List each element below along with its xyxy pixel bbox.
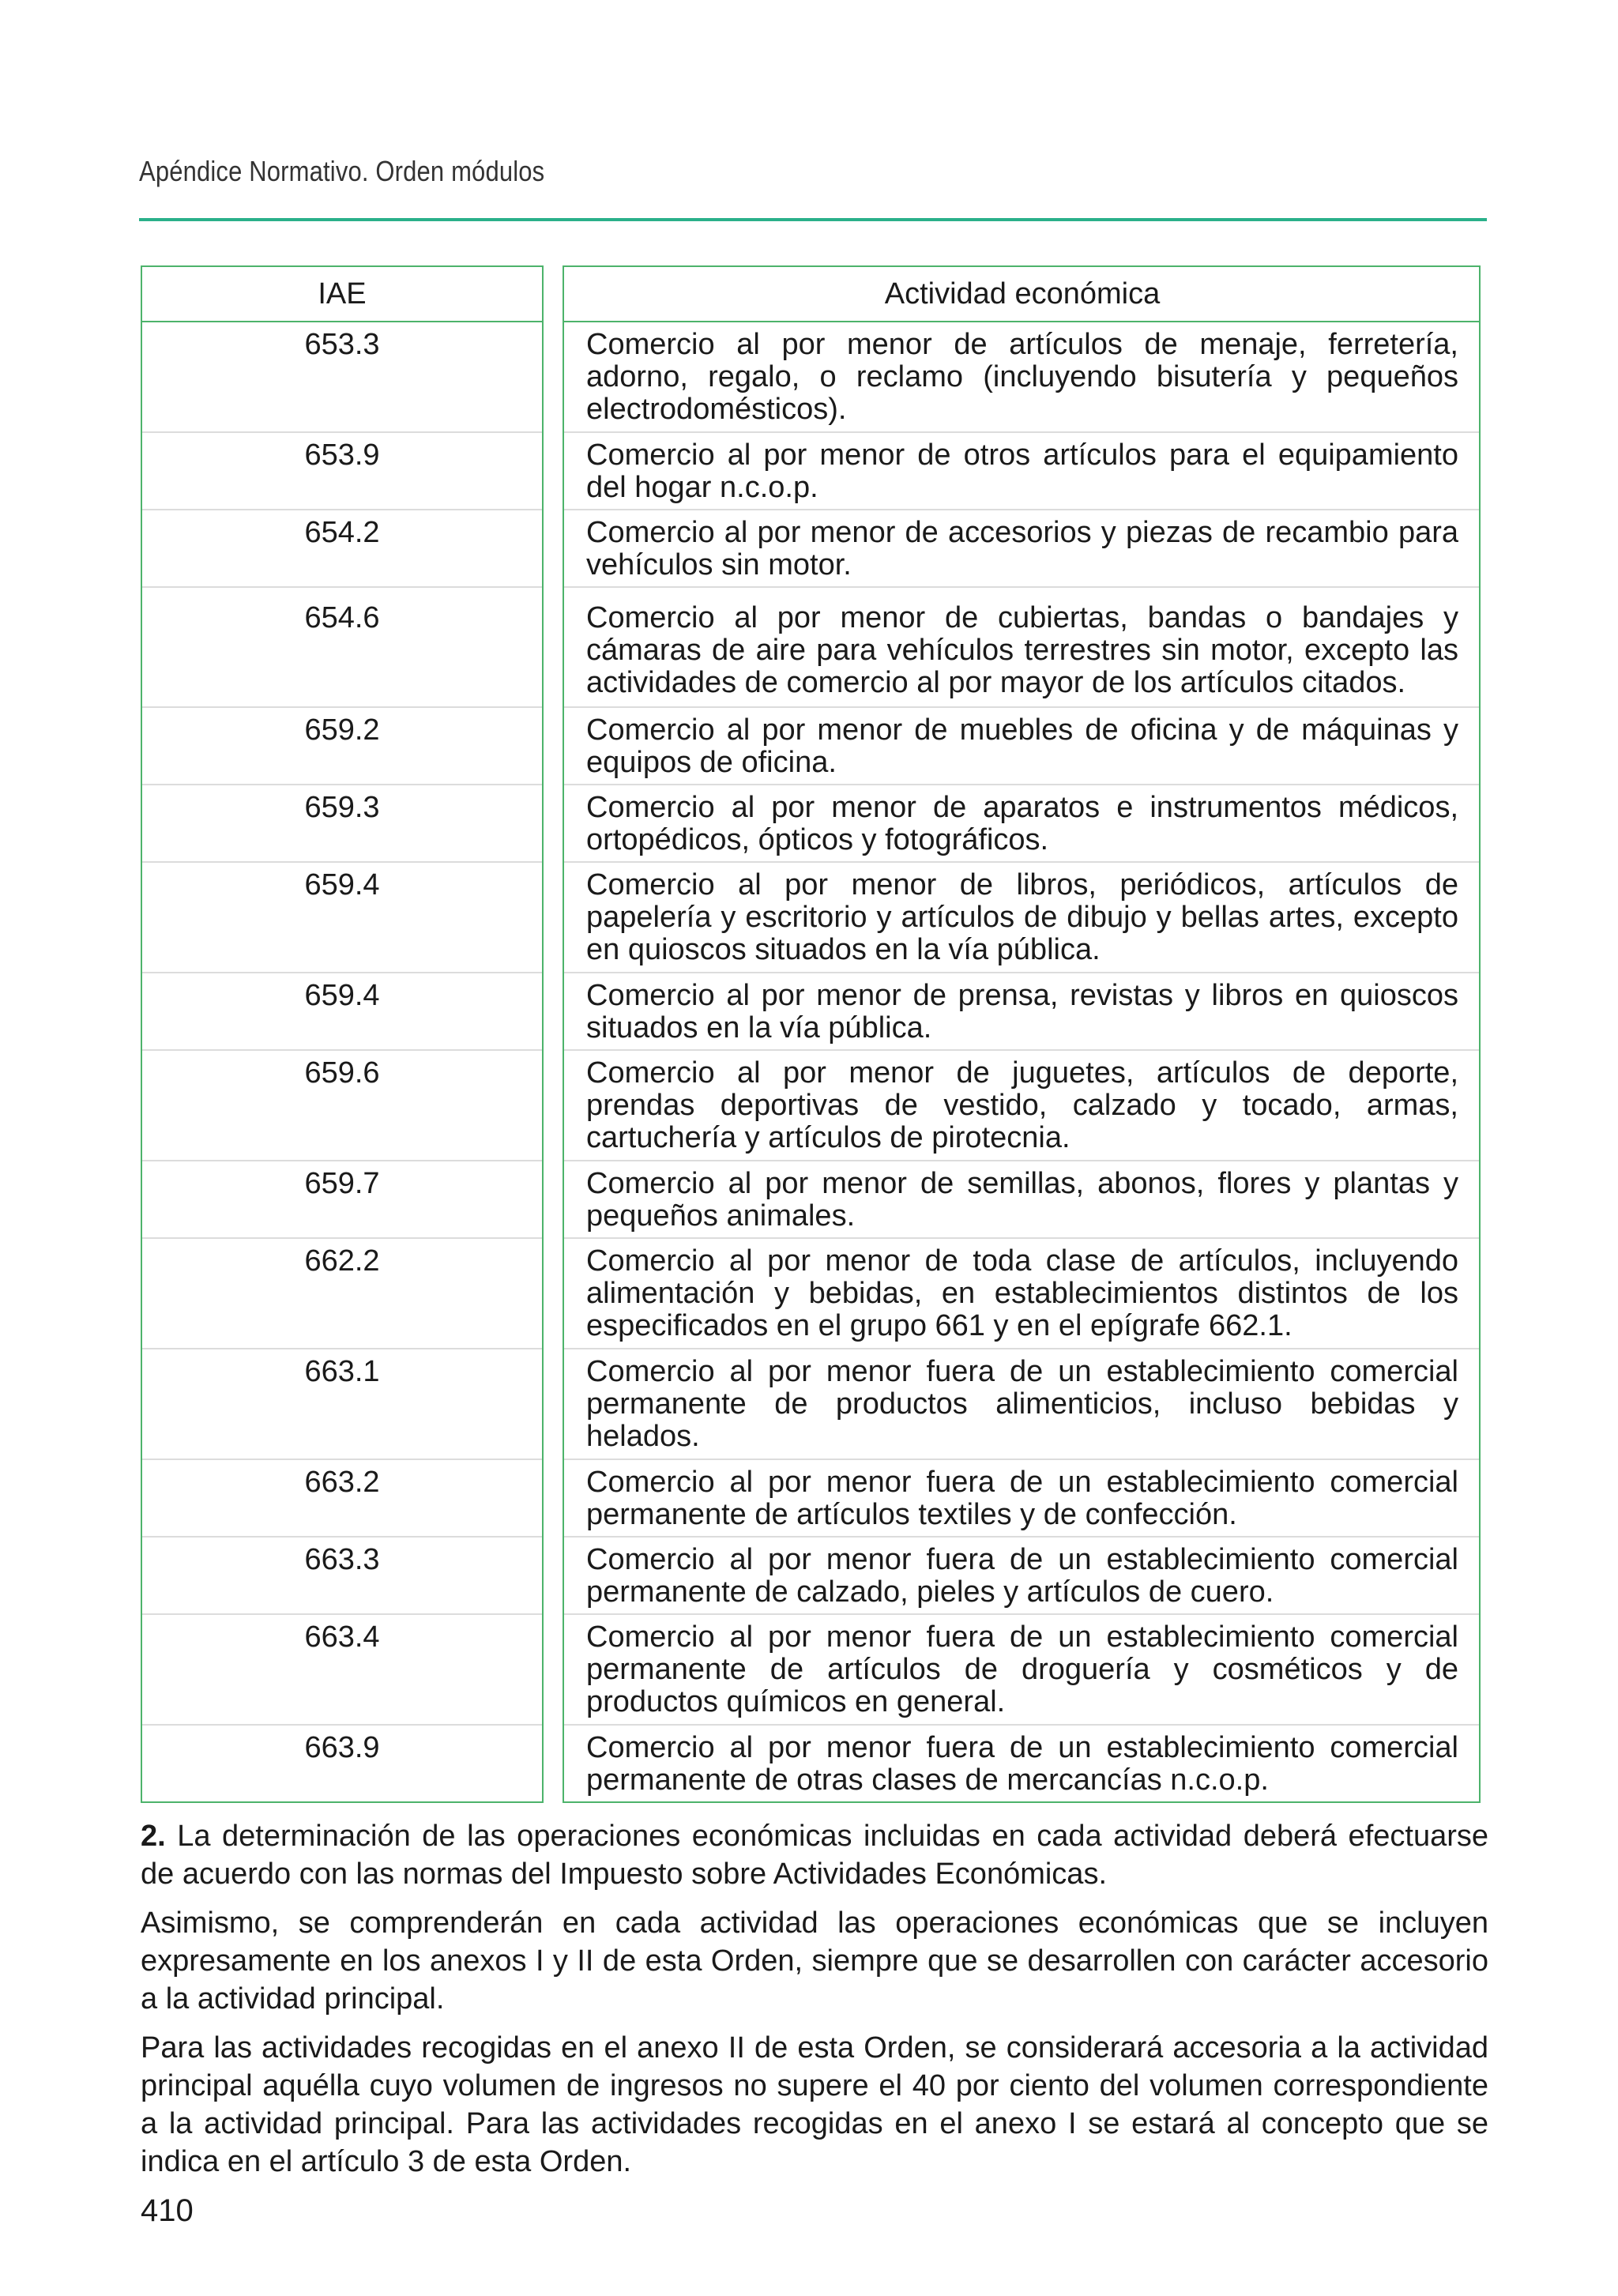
table-row [564, 588, 1479, 708]
table-row [564, 1161, 1479, 1239]
activity-description: Comercio al por menor de toda clase de artículos, incluyendo alimentación y bebidas, en establecimientos distintos de los especificados en el grupo 661 y en el epígrafe 662.1. [586, 1244, 1458, 1342]
table-row [564, 1726, 1479, 1801]
iae-column-table [141, 265, 544, 1803]
table-row [142, 1538, 542, 1615]
table-row [142, 863, 542, 973]
activity-description: Comercio al por menor fuera de un establecimiento comercial permanente de artículos de droguería y cosméticos y de productos químicos en general. [586, 1620, 1458, 1718]
table-row [142, 322, 542, 433]
table-row [564, 322, 1479, 433]
table-row [142, 1051, 542, 1161]
table-row [142, 708, 542, 785]
table-row [564, 1349, 1479, 1460]
table-row [142, 510, 542, 588]
activity-header: Actividad económica [884, 277, 1161, 311]
activity-description: Comercio al por menor de libros, periódicos, artículos de papelería y escritorio y artículos de dibujo y bellas artes, excepto en quioscos situados en la vía pública. [586, 868, 1458, 966]
table-row [142, 1161, 542, 1239]
table-row [564, 1051, 1479, 1161]
iae-code: 663.9 [304, 1731, 380, 1764]
table-row [142, 785, 542, 863]
table-row [142, 1349, 542, 1460]
iae-code: 663.2 [304, 1466, 380, 1499]
paragraph-accessory-threshold: Para las actividades recogidas en el anexo II de esta Orden, se considerará accesoria a la actividad principal aquélla cuyo volumen de ingresos no supere el 40 por ciento del volumen correspondiente a la actividad principal. Para las actividades recogidas en el anexo I se estará al concepto que se indica en el artículo 3 de esta Orden. [141, 2031, 1488, 2178]
running-header: Apéndice Normativo. Orden módulos [139, 155, 545, 187]
paragraph-number: 2. [141, 1820, 166, 1853]
iae-code: 659.4 [304, 868, 380, 901]
iae-header: IAE [318, 277, 367, 311]
page-number: 410 [141, 2193, 194, 2228]
activity-description: Comercio al por menor de prensa, revistas y libros en quioscos situados en la vía pública. [586, 979, 1458, 1044]
activity-description: Comercio al por menor de artículos de menaje, ferretería, adorno, regalo, o reclamo (incluyendo bisutería y pequeños electrodomésticos). [586, 328, 1458, 426]
activity-description: Comercio al por menor de semillas, abonos, flores y plantas y pequeños animales. [586, 1167, 1458, 1233]
activity-description: Comercio al por menor de juguetes, artículos de deporte, prendas deportivas de vestido, calzado y tocado, armas, cartuchería y artículos de pirotecnia. [586, 1056, 1458, 1154]
paragraph-2 [141, 1817, 1488, 1893]
table-row [564, 785, 1479, 863]
table-row [564, 1460, 1479, 1538]
iae-code: 659.7 [304, 1167, 380, 1200]
paragraph-accessory-operations: Asimismo, se comprenderán en cada actividad las operaciones económicas que se incluyen expresamente en los anexos I y II de esta Orden, siempre que se desarrollen con carácter accesorio a la actividad principal. [141, 1906, 1488, 2016]
activity-description: Comercio al por menor de accesorios y piezas de recambio para vehículos sin motor. [586, 516, 1458, 582]
iae-code: 663.1 [304, 1355, 380, 1388]
header-rule [139, 218, 1487, 221]
table-row [142, 1239, 542, 1349]
iae-code: 659.4 [304, 979, 380, 1012]
table-row [564, 510, 1479, 588]
activity-description: Comercio al por menor fuera de un establecimiento comercial permanente de artículos textiles y de confección. [586, 1466, 1458, 1531]
activity-description: Comercio al por menor de aparatos e instrumentos médicos, ortopédicos, ópticos y fotográficos. [586, 791, 1458, 856]
table-row [564, 973, 1479, 1051]
table-row [564, 708, 1479, 785]
iae-code: 659.6 [304, 1056, 380, 1090]
table-row [142, 973, 542, 1051]
activity-description: Comercio al por menor de cubiertas, bandas o bandajes y cámaras de aire para vehículos terrestres sin motor, excepto las actividades de comercio al por mayor de los artículos citados. [586, 601, 1458, 699]
iae-code: 663.3 [304, 1543, 380, 1576]
iae-code: 654.2 [304, 516, 380, 549]
activity-description: Comercio al por menor fuera de un establecimiento comercial permanente de calzado, pieles y artículos de cuero. [586, 1543, 1458, 1609]
table-row [142, 1726, 542, 1801]
activity-column-table [563, 265, 1481, 1803]
iae-code: 653.3 [304, 328, 380, 361]
table-row [142, 1615, 542, 1726]
table-row [142, 588, 542, 708]
table-row [142, 433, 542, 510]
table-row [564, 1538, 1479, 1615]
iae-header-cell [142, 267, 542, 322]
iae-code: 653.9 [304, 438, 380, 472]
iae-code: 659.2 [304, 713, 380, 747]
iae-code: 662.2 [304, 1244, 380, 1278]
table-row [564, 1239, 1479, 1349]
table-row [142, 1460, 542, 1538]
iae-code: 654.6 [304, 601, 380, 634]
activity-description: Comercio al por menor fuera de un establecimiento comercial permanente de productos alimenticios, incluso bebidas y helados. [586, 1355, 1458, 1453]
table-row [564, 433, 1479, 510]
activity-description: Comercio al por menor de muebles de oficina y de máquinas y equipos de oficina. [586, 713, 1458, 779]
table-row [564, 863, 1479, 973]
iae-code: 663.4 [304, 1620, 380, 1654]
iae-code: 659.3 [304, 791, 380, 824]
activity-description: Comercio al por menor de otros artículos para el equipamiento del hogar n.c.o.p. [586, 438, 1458, 504]
table-row [564, 1615, 1479, 1726]
activity-header-cell [564, 267, 1479, 322]
activity-description: Comercio al por menor fuera de un establecimiento comercial permanente de otras clases de mercancías n.c.o.p. [586, 1731, 1458, 1797]
paragraph-text: La determinación de las operaciones económicas incluidas en cada actividad deberá efectuarse de acuerdo con las normas del Impuesto sobre Actividades Económicas. [141, 1820, 1488, 1891]
